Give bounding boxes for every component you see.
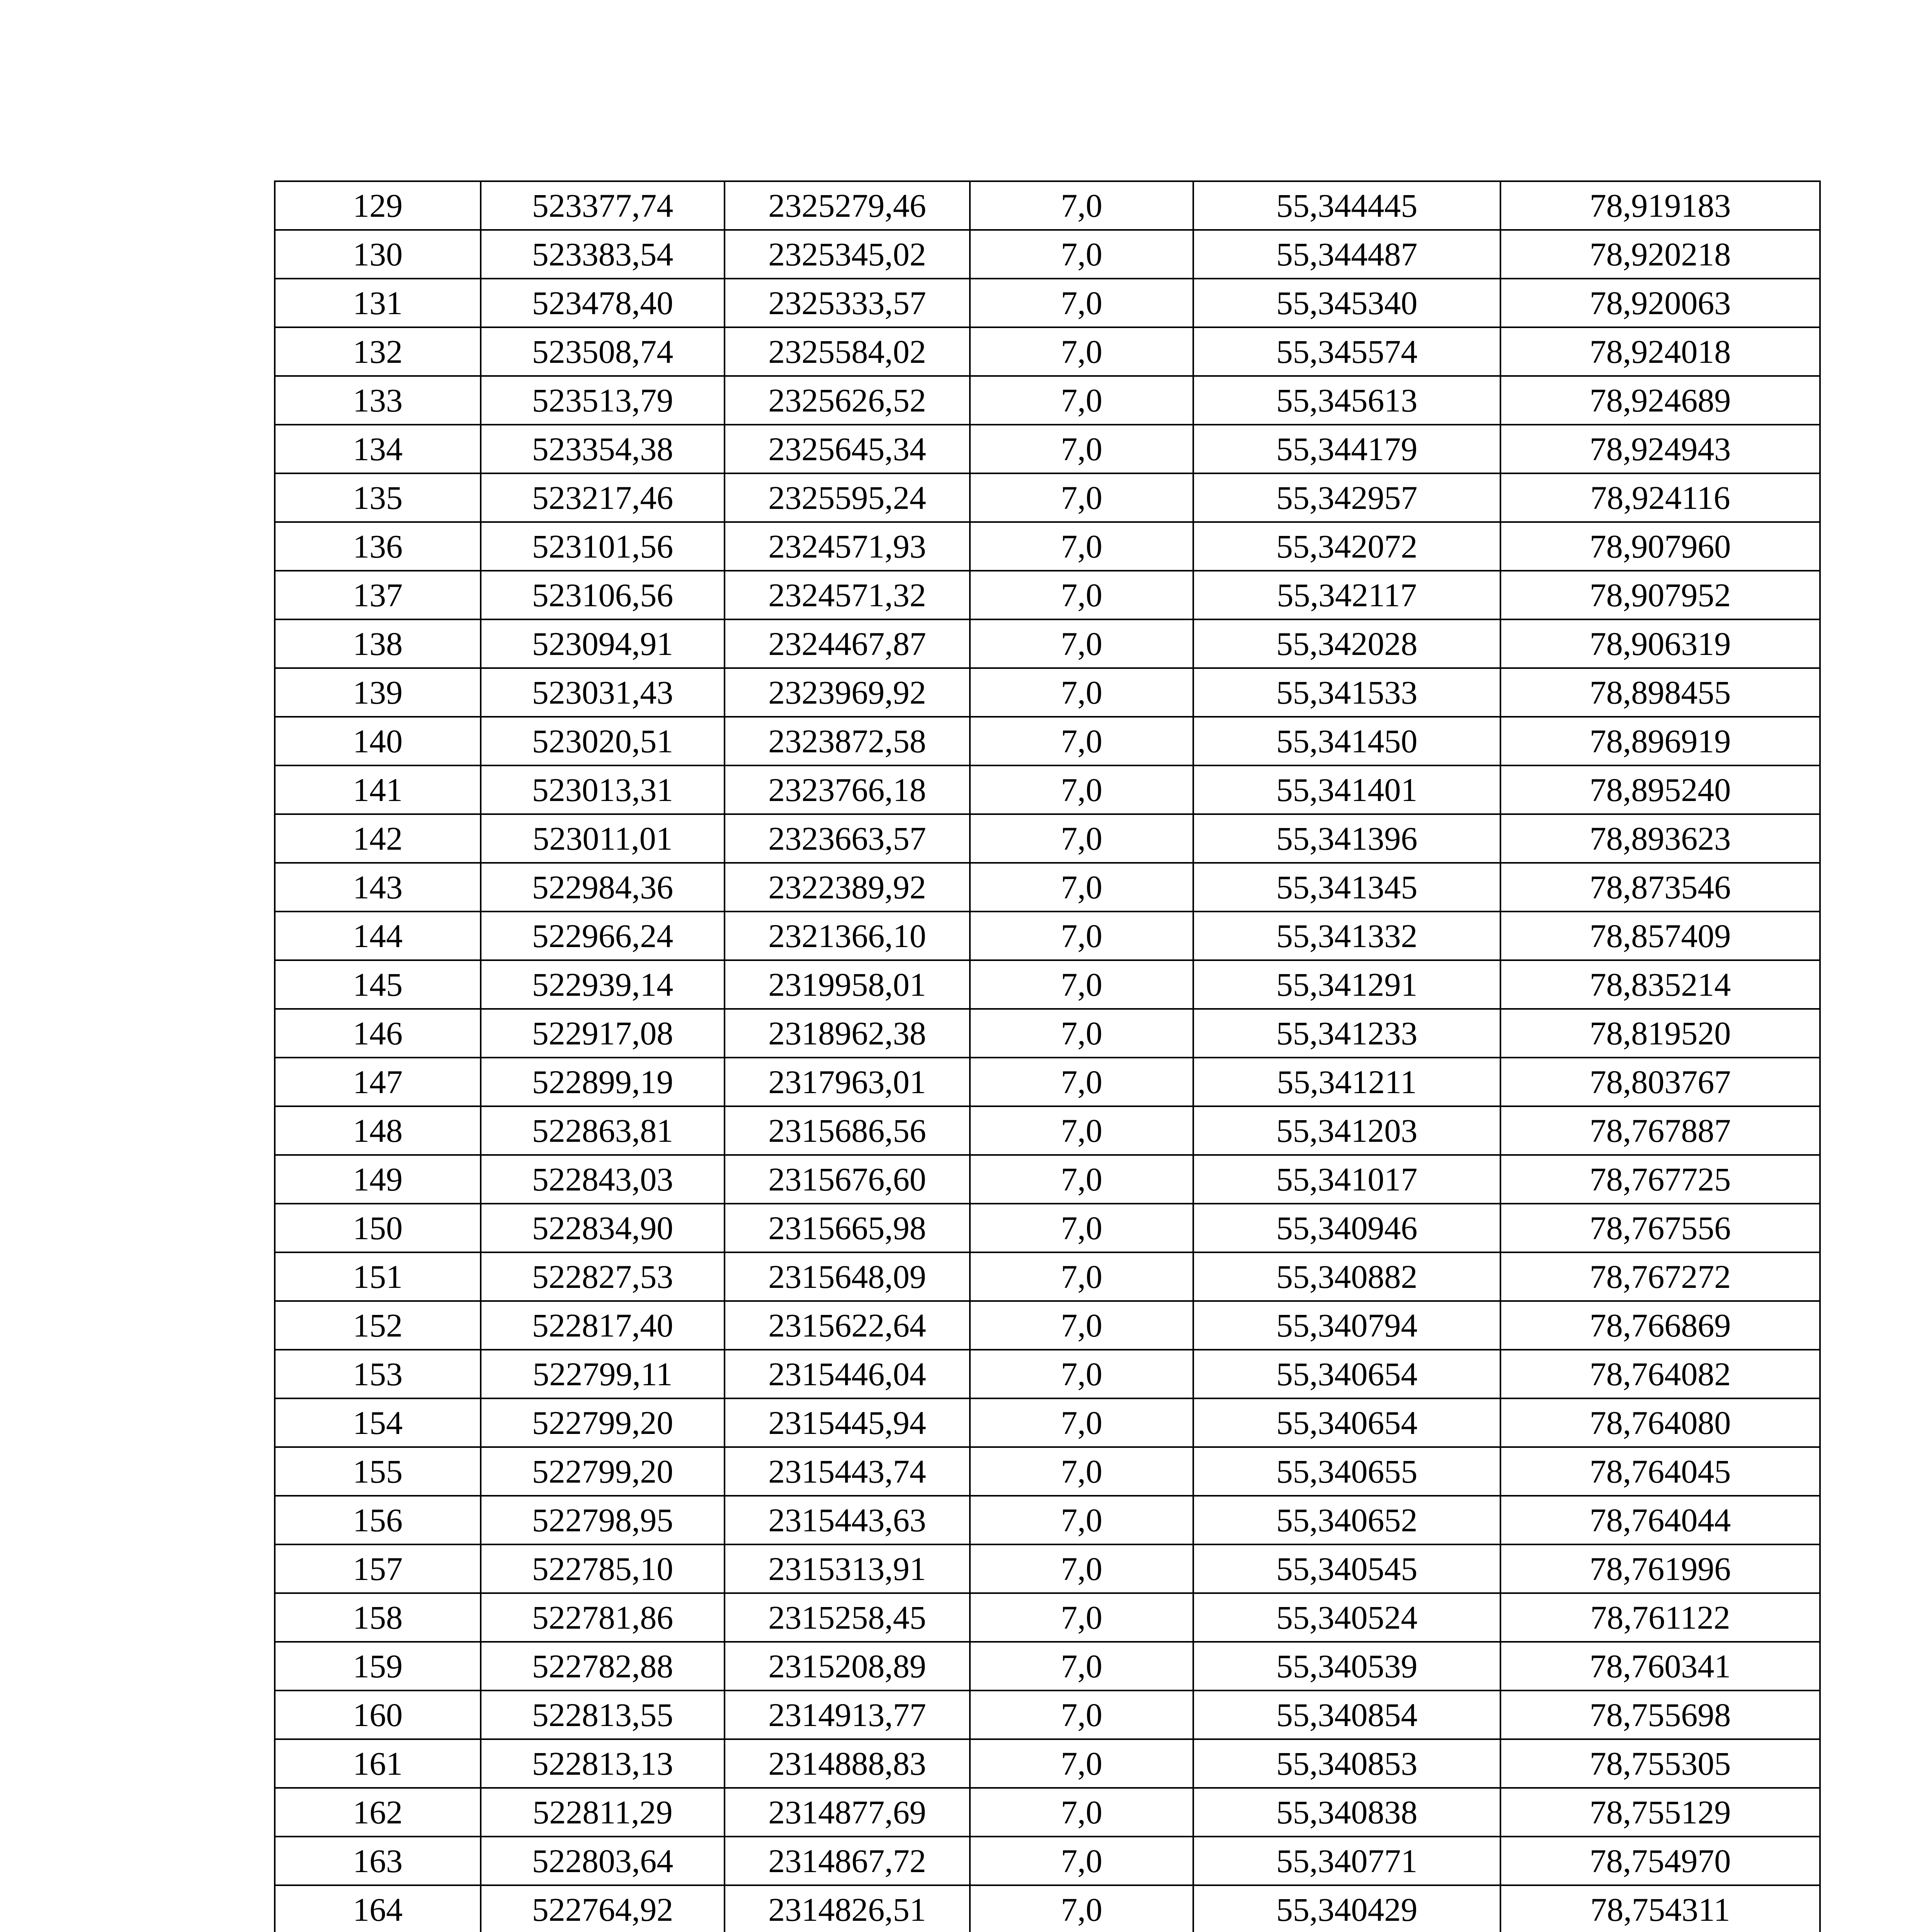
x-coordinate-cell: 523094,91 — [481, 619, 725, 668]
point-number-cell: 152 — [275, 1301, 481, 1350]
point-number-cell: 131 — [275, 279, 481, 327]
table-row — [275, 522, 1820, 571]
point-number-cell: 139 — [275, 668, 481, 717]
y-coordinate-cell: 2314867,72 — [725, 1837, 970, 1885]
y-coordinate-cell: 2315676,60 — [725, 1155, 970, 1204]
point-number-cell: 154 — [275, 1398, 481, 1447]
point-number-cell: 145 — [275, 960, 481, 1009]
table-row — [275, 1739, 1820, 1788]
accuracy-cell: 7,0 — [970, 1447, 1193, 1496]
x-coordinate-cell: 522781,86 — [481, 1593, 725, 1642]
point-number-cell: 149 — [275, 1155, 481, 1204]
latitude-cell: 55,340771 — [1193, 1837, 1500, 1885]
accuracy-cell: 7,0 — [970, 425, 1193, 473]
y-coordinate-cell: 2325333,57 — [725, 279, 970, 327]
y-coordinate-cell: 2325279,46 — [725, 181, 970, 230]
accuracy-cell: 7,0 — [970, 765, 1193, 814]
y-coordinate-cell: 2318962,38 — [725, 1009, 970, 1058]
longitude-cell: 78,755129 — [1500, 1788, 1820, 1837]
table-row — [275, 619, 1820, 668]
accuracy-cell: 7,0 — [970, 571, 1193, 619]
x-coordinate-cell: 523013,31 — [481, 765, 725, 814]
x-coordinate-cell: 522811,29 — [481, 1788, 725, 1837]
x-coordinate-cell: 522899,19 — [481, 1058, 725, 1106]
latitude-cell: 55,340654 — [1193, 1398, 1500, 1447]
x-coordinate-cell: 523383,54 — [481, 230, 725, 279]
point-number-cell: 156 — [275, 1496, 481, 1544]
y-coordinate-cell: 2324571,93 — [725, 522, 970, 571]
y-coordinate-cell: 2325595,24 — [725, 473, 970, 522]
table-row — [275, 1642, 1820, 1690]
accuracy-cell: 7,0 — [970, 1155, 1193, 1204]
y-coordinate-cell: 2315665,98 — [725, 1204, 970, 1252]
y-coordinate-cell: 2315445,94 — [725, 1398, 970, 1447]
accuracy-cell: 7,0 — [970, 1788, 1193, 1837]
latitude-cell: 55,341401 — [1193, 765, 1500, 814]
x-coordinate-cell: 522984,36 — [481, 863, 725, 912]
x-coordinate-cell: 522799,20 — [481, 1398, 725, 1447]
table-row — [275, 668, 1820, 717]
table-row — [275, 1398, 1820, 1447]
table-row — [275, 1155, 1820, 1204]
table-row — [275, 1593, 1820, 1642]
latitude-cell: 55,340429 — [1193, 1885, 1500, 1932]
y-coordinate-cell: 2325345,02 — [725, 230, 970, 279]
y-coordinate-cell: 2315648,09 — [725, 1252, 970, 1301]
point-number-cell: 163 — [275, 1837, 481, 1885]
table-row — [275, 473, 1820, 522]
longitude-cell: 78,895240 — [1500, 765, 1820, 814]
accuracy-cell: 7,0 — [970, 1301, 1193, 1350]
point-number-cell: 155 — [275, 1447, 481, 1496]
latitude-cell: 55,340655 — [1193, 1447, 1500, 1496]
longitude-cell: 78,767556 — [1500, 1204, 1820, 1252]
x-coordinate-cell: 523478,40 — [481, 279, 725, 327]
table-row — [275, 376, 1820, 425]
point-number-cell: 135 — [275, 473, 481, 522]
y-coordinate-cell: 2314877,69 — [725, 1788, 970, 1837]
y-coordinate-cell: 2315446,04 — [725, 1350, 970, 1398]
table-row — [275, 1252, 1820, 1301]
y-coordinate-cell: 2323872,58 — [725, 717, 970, 765]
point-number-cell: 157 — [275, 1544, 481, 1593]
table-row — [275, 814, 1820, 863]
longitude-cell: 78,754311 — [1500, 1885, 1820, 1932]
y-coordinate-cell: 2315686,56 — [725, 1106, 970, 1155]
longitude-cell: 78,835214 — [1500, 960, 1820, 1009]
table-row — [275, 1544, 1820, 1593]
table-row — [275, 1447, 1820, 1496]
latitude-cell: 55,341332 — [1193, 912, 1500, 960]
accuracy-cell: 7,0 — [970, 473, 1193, 522]
table-row — [275, 1885, 1820, 1932]
longitude-cell: 78,873546 — [1500, 863, 1820, 912]
table-row — [275, 1690, 1820, 1739]
x-coordinate-cell: 522827,53 — [481, 1252, 725, 1301]
longitude-cell: 78,920218 — [1500, 230, 1820, 279]
table-row — [275, 425, 1820, 473]
y-coordinate-cell: 2315258,45 — [725, 1593, 970, 1642]
accuracy-cell: 7,0 — [970, 668, 1193, 717]
accuracy-cell: 7,0 — [970, 814, 1193, 863]
latitude-cell: 55,340882 — [1193, 1252, 1500, 1301]
point-number-cell: 161 — [275, 1739, 481, 1788]
accuracy-cell: 7,0 — [970, 1690, 1193, 1739]
x-coordinate-cell: 522966,24 — [481, 912, 725, 960]
table-row — [275, 1350, 1820, 1398]
accuracy-cell: 7,0 — [970, 1885, 1193, 1932]
y-coordinate-cell: 2324571,32 — [725, 571, 970, 619]
accuracy-cell: 7,0 — [970, 960, 1193, 1009]
accuracy-cell: 7,0 — [970, 1252, 1193, 1301]
y-coordinate-cell: 2322389,92 — [725, 863, 970, 912]
point-number-cell: 164 — [275, 1885, 481, 1932]
y-coordinate-cell: 2315443,63 — [725, 1496, 970, 1544]
longitude-cell: 78,924689 — [1500, 376, 1820, 425]
latitude-cell: 55,344445 — [1193, 181, 1500, 230]
y-coordinate-cell: 2315208,89 — [725, 1642, 970, 1690]
point-number-cell: 140 — [275, 717, 481, 765]
latitude-cell: 55,342117 — [1193, 571, 1500, 619]
coordinates-table — [274, 180, 1821, 1932]
table-row — [275, 1204, 1820, 1252]
accuracy-cell: 7,0 — [970, 1544, 1193, 1593]
y-coordinate-cell: 2323766,18 — [725, 765, 970, 814]
x-coordinate-cell: 522803,64 — [481, 1837, 725, 1885]
x-coordinate-cell: 523011,01 — [481, 814, 725, 863]
longitude-cell: 78,761122 — [1500, 1593, 1820, 1642]
longitude-cell: 78,754970 — [1500, 1837, 1820, 1885]
latitude-cell: 55,340794 — [1193, 1301, 1500, 1350]
point-number-cell: 130 — [275, 230, 481, 279]
point-number-cell: 132 — [275, 327, 481, 376]
latitude-cell: 55,340946 — [1193, 1204, 1500, 1252]
y-coordinate-cell: 2319958,01 — [725, 960, 970, 1009]
accuracy-cell: 7,0 — [970, 327, 1193, 376]
longitude-cell: 78,767272 — [1500, 1252, 1820, 1301]
accuracy-cell: 7,0 — [970, 1837, 1193, 1885]
point-number-cell: 150 — [275, 1204, 481, 1252]
longitude-cell: 78,761996 — [1500, 1544, 1820, 1593]
point-number-cell: 158 — [275, 1593, 481, 1642]
latitude-cell: 55,340654 — [1193, 1350, 1500, 1398]
table-row — [275, 1788, 1820, 1837]
x-coordinate-cell: 522798,95 — [481, 1496, 725, 1544]
x-coordinate-cell: 523031,43 — [481, 668, 725, 717]
accuracy-cell: 7,0 — [970, 619, 1193, 668]
accuracy-cell: 7,0 — [970, 717, 1193, 765]
table-row — [275, 765, 1820, 814]
table-row — [275, 1496, 1820, 1544]
longitude-cell: 78,755305 — [1500, 1739, 1820, 1788]
table-body — [275, 181, 1820, 1932]
point-number-cell: 133 — [275, 376, 481, 425]
longitude-cell: 78,907960 — [1500, 522, 1820, 571]
accuracy-cell: 7,0 — [970, 1642, 1193, 1690]
x-coordinate-cell: 523508,74 — [481, 327, 725, 376]
x-coordinate-cell: 522834,90 — [481, 1204, 725, 1252]
point-number-cell: 141 — [275, 765, 481, 814]
x-coordinate-cell: 523354,38 — [481, 425, 725, 473]
table-row — [275, 1301, 1820, 1350]
y-coordinate-cell: 2315622,64 — [725, 1301, 970, 1350]
latitude-cell: 55,344487 — [1193, 230, 1500, 279]
latitude-cell: 55,345340 — [1193, 279, 1500, 327]
longitude-cell: 78,819520 — [1500, 1009, 1820, 1058]
longitude-cell: 78,760341 — [1500, 1642, 1820, 1690]
latitude-cell: 55,341017 — [1193, 1155, 1500, 1204]
latitude-cell: 55,340838 — [1193, 1788, 1500, 1837]
longitude-cell: 78,755698 — [1500, 1690, 1820, 1739]
y-coordinate-cell: 2323969,92 — [725, 668, 970, 717]
point-number-cell: 134 — [275, 425, 481, 473]
accuracy-cell: 7,0 — [970, 1204, 1193, 1252]
longitude-cell: 78,767725 — [1500, 1155, 1820, 1204]
point-number-cell: 162 — [275, 1788, 481, 1837]
accuracy-cell: 7,0 — [970, 863, 1193, 912]
y-coordinate-cell: 2314826,51 — [725, 1885, 970, 1932]
table-row — [275, 717, 1820, 765]
accuracy-cell: 7,0 — [970, 1496, 1193, 1544]
x-coordinate-cell: 522799,20 — [481, 1447, 725, 1496]
x-coordinate-cell: 523101,56 — [481, 522, 725, 571]
y-coordinate-cell: 2325584,02 — [725, 327, 970, 376]
x-coordinate-cell: 522813,55 — [481, 1690, 725, 1739]
point-number-cell: 153 — [275, 1350, 481, 1398]
latitude-cell: 55,340524 — [1193, 1593, 1500, 1642]
point-number-cell: 144 — [275, 912, 481, 960]
latitude-cell: 55,342028 — [1193, 619, 1500, 668]
longitude-cell: 78,919183 — [1500, 181, 1820, 230]
table-row — [275, 1058, 1820, 1106]
point-number-cell: 159 — [275, 1642, 481, 1690]
point-number-cell: 147 — [275, 1058, 481, 1106]
y-coordinate-cell: 2321366,10 — [725, 912, 970, 960]
y-coordinate-cell: 2323663,57 — [725, 814, 970, 863]
latitude-cell: 55,342072 — [1193, 522, 1500, 571]
longitude-cell: 78,767887 — [1500, 1106, 1820, 1155]
latitude-cell: 55,345613 — [1193, 376, 1500, 425]
accuracy-cell: 7,0 — [970, 1106, 1193, 1155]
table-row — [275, 1009, 1820, 1058]
table-row — [275, 863, 1820, 912]
latitude-cell: 55,340853 — [1193, 1739, 1500, 1788]
x-coordinate-cell: 522817,40 — [481, 1301, 725, 1350]
latitude-cell: 55,341211 — [1193, 1058, 1500, 1106]
point-number-cell: 142 — [275, 814, 481, 863]
point-number-cell: 138 — [275, 619, 481, 668]
longitude-cell: 78,803767 — [1500, 1058, 1820, 1106]
accuracy-cell: 7,0 — [970, 279, 1193, 327]
point-number-cell: 143 — [275, 863, 481, 912]
latitude-cell: 55,341396 — [1193, 814, 1500, 863]
longitude-cell: 78,857409 — [1500, 912, 1820, 960]
latitude-cell: 55,341291 — [1193, 960, 1500, 1009]
latitude-cell: 55,340854 — [1193, 1690, 1500, 1739]
table-row — [275, 1106, 1820, 1155]
accuracy-cell: 7,0 — [970, 912, 1193, 960]
x-coordinate-cell: 522843,03 — [481, 1155, 725, 1204]
longitude-cell: 78,764045 — [1500, 1447, 1820, 1496]
longitude-cell: 78,764080 — [1500, 1398, 1820, 1447]
point-number-cell: 137 — [275, 571, 481, 619]
x-coordinate-cell: 522863,81 — [481, 1106, 725, 1155]
table-row — [275, 279, 1820, 327]
latitude-cell: 55,341533 — [1193, 668, 1500, 717]
x-coordinate-cell: 522917,08 — [481, 1009, 725, 1058]
x-coordinate-cell: 523377,74 — [481, 181, 725, 230]
latitude-cell: 55,341203 — [1193, 1106, 1500, 1155]
accuracy-cell: 7,0 — [970, 1009, 1193, 1058]
table-row — [275, 1837, 1820, 1885]
accuracy-cell: 7,0 — [970, 1398, 1193, 1447]
table-row — [275, 181, 1820, 230]
longitude-cell: 78,920063 — [1500, 279, 1820, 327]
x-coordinate-cell: 522764,92 — [481, 1885, 725, 1932]
x-coordinate-cell: 522782,88 — [481, 1642, 725, 1690]
x-coordinate-cell: 522939,14 — [481, 960, 725, 1009]
x-coordinate-cell: 523217,46 — [481, 473, 725, 522]
accuracy-cell: 7,0 — [970, 230, 1193, 279]
table-row — [275, 230, 1820, 279]
point-number-cell: 160 — [275, 1690, 481, 1739]
x-coordinate-cell: 522785,10 — [481, 1544, 725, 1593]
accuracy-cell: 7,0 — [970, 1058, 1193, 1106]
x-coordinate-cell: 522813,13 — [481, 1739, 725, 1788]
table-row — [275, 327, 1820, 376]
longitude-cell: 78,924943 — [1500, 425, 1820, 473]
longitude-cell: 78,893623 — [1500, 814, 1820, 863]
latitude-cell: 55,342957 — [1193, 473, 1500, 522]
longitude-cell: 78,906319 — [1500, 619, 1820, 668]
x-coordinate-cell: 523106,56 — [481, 571, 725, 619]
point-number-cell: 136 — [275, 522, 481, 571]
coordinates-table-container — [274, 180, 1819, 1932]
accuracy-cell: 7,0 — [970, 1739, 1193, 1788]
longitude-cell: 78,764044 — [1500, 1496, 1820, 1544]
point-number-cell: 129 — [275, 181, 481, 230]
y-coordinate-cell: 2314888,83 — [725, 1739, 970, 1788]
point-number-cell: 146 — [275, 1009, 481, 1058]
y-coordinate-cell: 2315313,91 — [725, 1544, 970, 1593]
accuracy-cell: 7,0 — [970, 1593, 1193, 1642]
accuracy-cell: 7,0 — [970, 376, 1193, 425]
latitude-cell: 55,340545 — [1193, 1544, 1500, 1593]
accuracy-cell: 7,0 — [970, 1350, 1193, 1398]
latitude-cell: 55,340652 — [1193, 1496, 1500, 1544]
latitude-cell: 55,341450 — [1193, 717, 1500, 765]
table-row — [275, 960, 1820, 1009]
latitude-cell: 55,340539 — [1193, 1642, 1500, 1690]
accuracy-cell: 7,0 — [970, 181, 1193, 230]
latitude-cell: 55,344179 — [1193, 425, 1500, 473]
longitude-cell: 78,766869 — [1500, 1301, 1820, 1350]
longitude-cell: 78,924018 — [1500, 327, 1820, 376]
y-coordinate-cell: 2314913,77 — [725, 1690, 970, 1739]
y-coordinate-cell: 2324467,87 — [725, 619, 970, 668]
latitude-cell: 55,345574 — [1193, 327, 1500, 376]
longitude-cell: 78,898455 — [1500, 668, 1820, 717]
y-coordinate-cell: 2315443,74 — [725, 1447, 970, 1496]
latitude-cell: 55,341345 — [1193, 863, 1500, 912]
latitude-cell: 55,341233 — [1193, 1009, 1500, 1058]
table-row — [275, 912, 1820, 960]
point-number-cell: 151 — [275, 1252, 481, 1301]
table-row — [275, 571, 1820, 619]
accuracy-cell: 7,0 — [970, 522, 1193, 571]
longitude-cell: 78,924116 — [1500, 473, 1820, 522]
x-coordinate-cell: 522799,11 — [481, 1350, 725, 1398]
longitude-cell: 78,764082 — [1500, 1350, 1820, 1398]
point-number-cell: 148 — [275, 1106, 481, 1155]
y-coordinate-cell: 2325645,34 — [725, 425, 970, 473]
longitude-cell: 78,896919 — [1500, 717, 1820, 765]
y-coordinate-cell: 2325626,52 — [725, 376, 970, 425]
x-coordinate-cell: 523513,79 — [481, 376, 725, 425]
y-coordinate-cell: 2317963,01 — [725, 1058, 970, 1106]
longitude-cell: 78,907952 — [1500, 571, 1820, 619]
x-coordinate-cell: 523020,51 — [481, 717, 725, 765]
